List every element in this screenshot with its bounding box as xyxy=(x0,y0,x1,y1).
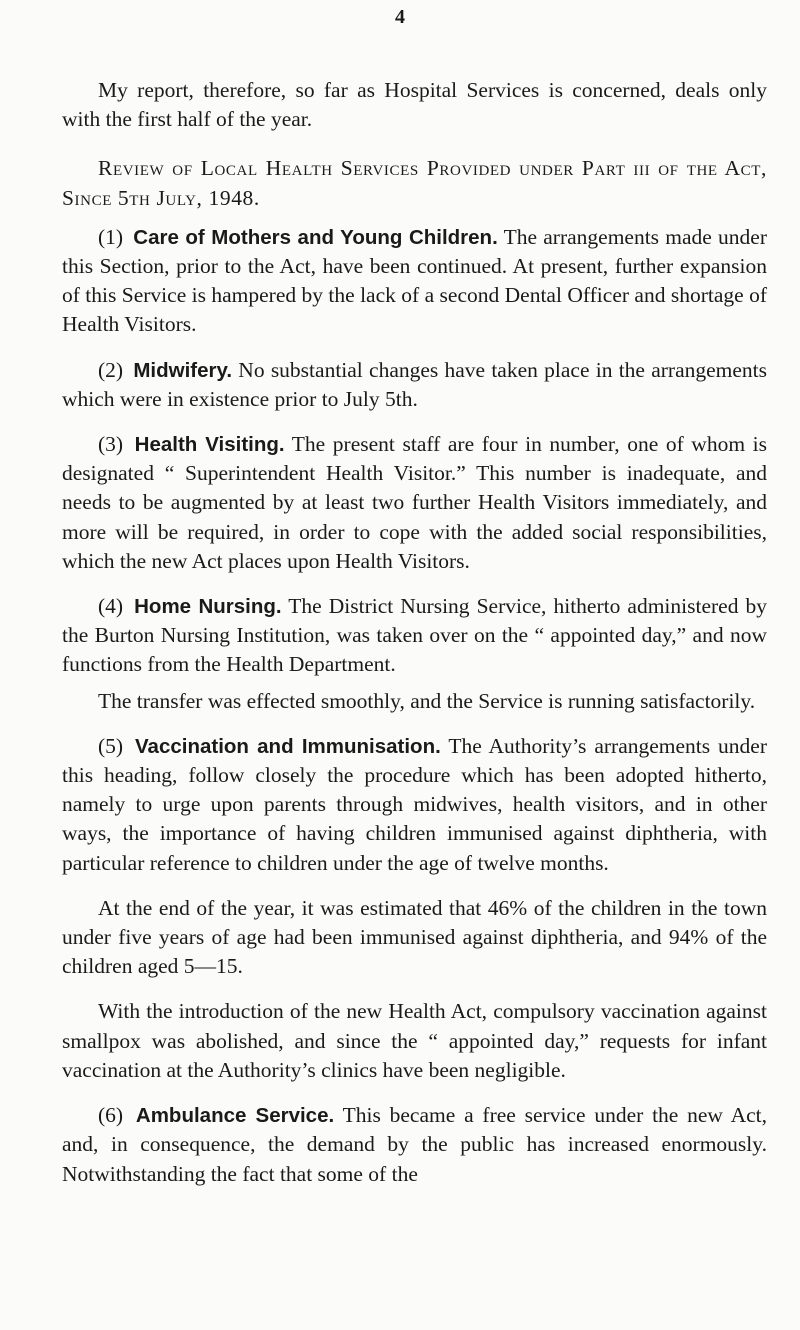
section-title: Vaccination and Immunisation. xyxy=(135,734,441,758)
section-home-nursing xyxy=(62,592,767,680)
section-text: The arrangements made under this Section, prior to the Act, have been continued. At present, further expansion of this Service is hampered by the lack of a second Dental Officer and shortage of Health Visitors. xyxy=(62,224,767,337)
section-vaccination-continuation-2: With the introduction of the new Health Act, compulsory vaccination against smallpox was abolished, and since the “ appointed day,” requests for infant vaccination at the Authority’s clinics have been negligible. xyxy=(62,999,767,1082)
section-text: The Authority’s arrangements under this heading, follow closely the procedure which has been adopted hitherto, namely to urge upon parents through midwives, health visitors, and in other ways, the importance of having children immunised against diphtheria, with particular reference to children under the age of twelve months. xyxy=(62,733,767,875)
section-number: (5) xyxy=(98,733,124,758)
section-vaccination xyxy=(62,732,767,878)
section-title: Ambulance Service. xyxy=(135,1104,335,1128)
section-vaccination-continuation: At the end of the year, it was estimated that 46% of the children in the town under five years of age had been immunised against diphtheria, and 94% of the children aged 5—15. xyxy=(62,895,767,979)
section-text: No substantial changes have taken place in the arrangements which were in existence prior to July 5th. xyxy=(62,357,768,411)
section-title: Home Nursing. xyxy=(134,595,282,619)
document-body xyxy=(62,76,767,1205)
section-ambulance xyxy=(62,1101,767,1189)
section-number: (2) xyxy=(98,357,124,382)
page-number: 4 xyxy=(395,6,405,28)
section-number: (3) xyxy=(98,432,124,457)
section-midwifery xyxy=(62,356,767,414)
section-text: The District Nursing Service, hitherto administered by the Burton Nursing Institution, was taken over on the “ appointed day,” and now functions from the Health Department. xyxy=(62,594,767,677)
section-number: (4) xyxy=(98,594,124,619)
section-heading: Review of Local Health Services Provided under Part iii of the Act, Since 5th July, 1948. xyxy=(62,156,767,210)
section-home-nursing-continuation: The transfer was effected smoothly, and the Service is running satisfactorily. xyxy=(98,688,756,713)
section-text: The present staff are four in number, one of whom is designated “ Superintendent Health Visitor.” This number is inadequate, and needs to be augmented by at least two further Health Visitors immediately, and more will be required, in order to cope with the added social responsibilities, which the new Act places upon Health Visitors. xyxy=(62,432,767,573)
section-number: (6) xyxy=(98,1103,124,1128)
section-title: Midwifery. xyxy=(133,358,233,382)
section-health-visiting xyxy=(62,430,767,576)
section-number: (1) xyxy=(98,224,124,249)
section-care-of-mothers xyxy=(62,223,767,340)
intro-paragraph: My report, therefore, so far as Hospital Services is concerned, deals only with the first half of the year. xyxy=(62,78,767,132)
section-title: Health Visiting. xyxy=(134,433,285,457)
section-title: Care of Mothers and Young Children. xyxy=(133,225,498,249)
section-text: This became a free service under the new Act, and, in consequence, the demand by the public has increased enormously. Notwithstanding the fact that some of the xyxy=(62,1103,767,1186)
